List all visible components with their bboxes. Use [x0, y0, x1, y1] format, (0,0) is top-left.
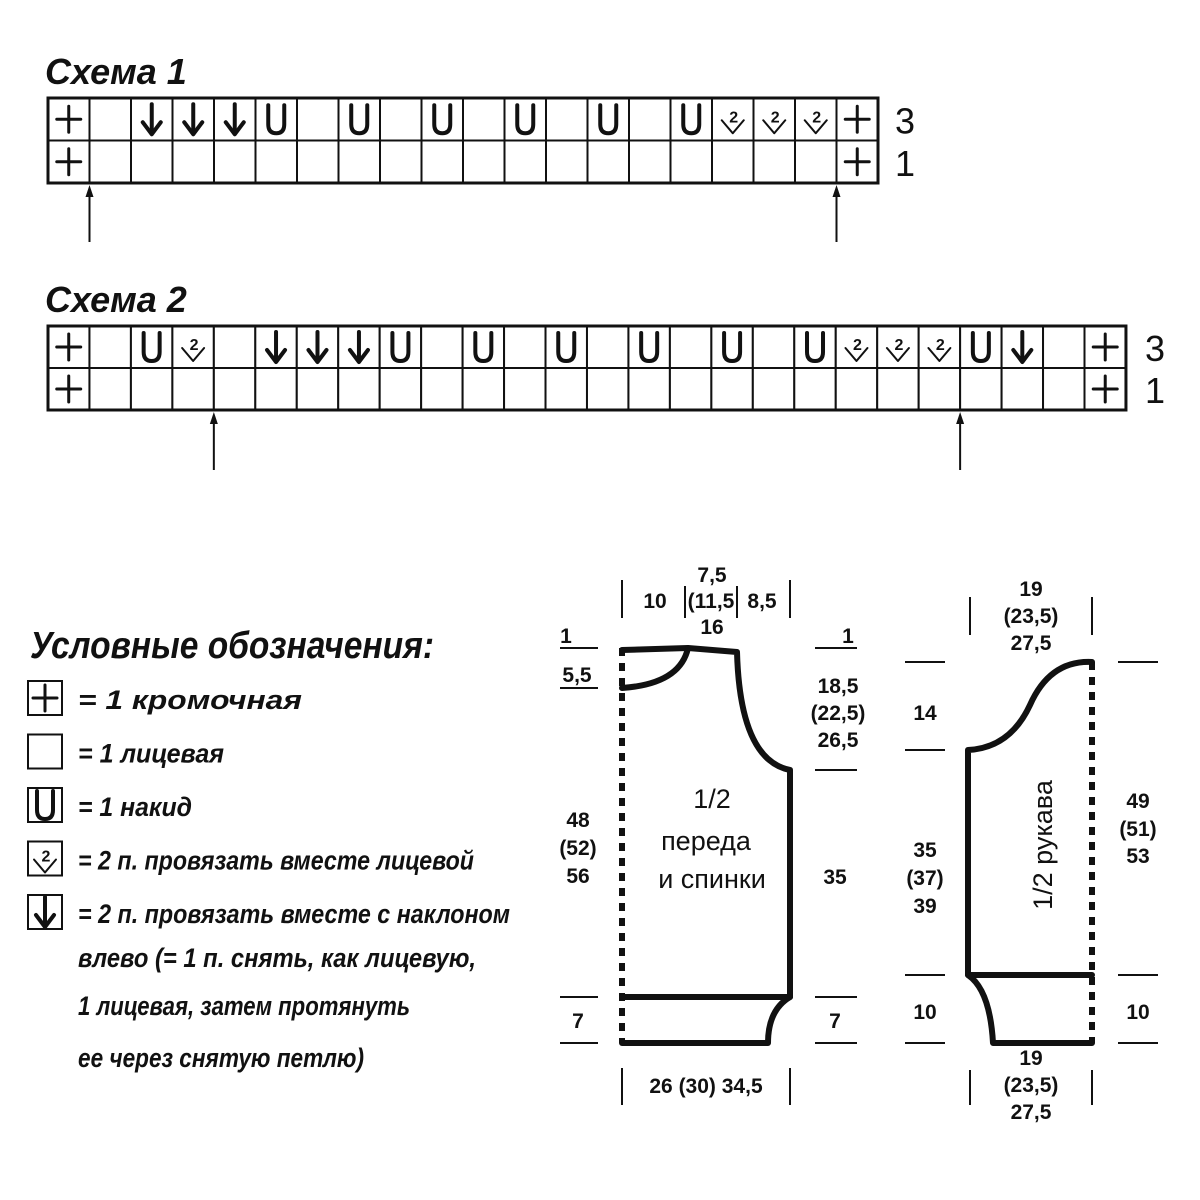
chart-cell — [712, 98, 754, 141]
chart-cell — [712, 141, 754, 184]
dim-right-rib: 7 — [829, 1010, 841, 1033]
legend-item-text: = 1 накид — [78, 792, 192, 822]
chart-cell — [173, 98, 215, 141]
sleeve-total-3: 53 — [1126, 845, 1150, 868]
chart-cell — [794, 326, 835, 368]
dim-shoulder-right: 8,5 — [747, 590, 777, 613]
chart-cell — [1043, 368, 1084, 410]
chart-cell — [338, 368, 379, 410]
sleeve-right-cuff: 10 — [1126, 1001, 1150, 1024]
chart-cell — [546, 368, 587, 410]
chart-cell — [753, 326, 794, 368]
dim-armhole-3: 26,5 — [817, 729, 859, 752]
dim-length-2: (52) — [559, 837, 597, 860]
chart-cell — [754, 98, 796, 141]
row-number: 3 — [1145, 328, 1166, 369]
chart-cell — [1002, 326, 1043, 368]
chart-cell — [919, 326, 960, 368]
chart-cell — [628, 326, 669, 368]
chart-cell — [670, 326, 711, 368]
dim-neck-2: (11,5 — [687, 590, 735, 613]
row-number: 3 — [895, 100, 916, 142]
sleeve-total-1: 49 — [1126, 790, 1150, 813]
dim-neck-3: 16 — [700, 616, 724, 639]
legend-item — [28, 681, 302, 715]
scheme-2-title: Схема 2 — [45, 279, 187, 320]
legend-item — [28, 842, 474, 876]
chart-cell — [588, 141, 630, 184]
dim-neck-depth: 5,5 — [562, 664, 592, 687]
legend-item — [28, 788, 192, 822]
sleeve-total-2: (51) — [1119, 818, 1157, 841]
dim-left-rib: 7 — [572, 1010, 584, 1033]
chart-cell — [380, 98, 422, 141]
chart-cell — [463, 98, 505, 141]
legend-title: Условные обозначения: — [30, 625, 434, 667]
chart-cell — [48, 326, 89, 368]
chart-cell — [214, 98, 256, 141]
chart-cell — [48, 98, 90, 141]
chart-cell — [256, 98, 298, 141]
chart-cell — [421, 368, 462, 410]
sleeve-top-3: 27,5 — [1010, 632, 1052, 655]
chart-cell — [89, 326, 130, 368]
chart-cell — [753, 368, 794, 410]
row-number: 1 — [895, 143, 916, 184]
chart-cell — [546, 326, 587, 368]
chart-cell — [255, 326, 296, 368]
chart-cell — [546, 141, 588, 184]
dim-length-1: 48 — [566, 809, 590, 832]
chart-cell — [172, 368, 213, 410]
sleeve-pattern-piece — [905, 578, 1158, 1124]
sleeve-length-2: (37) — [906, 867, 944, 890]
chart-cell — [214, 368, 255, 410]
chart-cell — [48, 141, 90, 184]
ssk-icon — [36, 897, 54, 927]
scheme-1-chart — [48, 98, 915, 242]
svg-text:2: 2 — [935, 337, 945, 354]
dim-shoulder-left: 10 — [643, 590, 667, 613]
chart-cell — [90, 141, 132, 184]
chart-cell — [671, 98, 713, 141]
chart-cell — [339, 98, 381, 141]
sleeve-bottom-2: (23,5) — [1003, 1074, 1059, 1097]
chart-cell — [1085, 368, 1126, 410]
chart-cell — [629, 141, 671, 184]
dim-side: 35 — [823, 866, 847, 889]
svg-text:2: 2 — [894, 337, 904, 354]
chart-cell — [960, 368, 1001, 410]
chart-cell — [297, 141, 339, 184]
legend-item-text: = 2 п. провязать вместе с наклоном — [78, 899, 511, 929]
chart-cell — [546, 98, 588, 141]
sleeve-length-1: 35 — [913, 839, 937, 862]
chart-cell — [711, 326, 752, 368]
chart-cell — [504, 368, 545, 410]
chart-cell — [90, 98, 132, 141]
legend-item — [28, 895, 510, 929]
chart-cell — [919, 368, 960, 410]
chart-cell — [837, 141, 879, 184]
dim-left-shoulder-drop: 1 — [560, 625, 572, 648]
body-pattern-piece — [559, 564, 865, 1105]
chart-cell — [297, 368, 338, 410]
chart-cell — [505, 98, 547, 141]
chart-cell — [836, 326, 877, 368]
dim-neck-1: 7,5 — [697, 564, 727, 587]
sleeve-bottom-1: 19 — [1019, 1047, 1043, 1070]
svg-text:2: 2 — [189, 337, 199, 354]
svg-text:2: 2 — [853, 337, 862, 354]
sleeve-cuff — [968, 975, 1092, 1043]
chart-cell — [421, 326, 462, 368]
body-label-1: 1/2 — [693, 784, 731, 814]
chart-cell — [131, 326, 172, 368]
row-number: 1 — [1145, 370, 1166, 411]
chart-cell — [794, 368, 835, 410]
chart-row-1 — [48, 141, 878, 184]
chart-cell — [837, 98, 879, 141]
chart-cell — [795, 141, 837, 184]
sleeve-length-3: 39 — [913, 895, 937, 918]
legend-continuation-3: ее через снятую петлю) — [78, 1043, 364, 1073]
chart-cell — [877, 368, 918, 410]
sleeve-top-2: (23,5) — [1003, 605, 1059, 628]
svg-text:2: 2 — [812, 109, 822, 127]
chart-cell — [836, 368, 877, 410]
svg-text:2: 2 — [770, 109, 780, 127]
legend-item-text: = 1 лицевая — [78, 738, 225, 769]
sleeve-bottom-3: 27,5 — [1010, 1101, 1052, 1124]
chart-cell — [754, 141, 796, 184]
chart-cell — [422, 98, 464, 141]
chart-cell — [1043, 326, 1084, 368]
chart-cell — [629, 98, 671, 141]
chart-cell — [214, 326, 255, 368]
k2tog-icon — [34, 849, 56, 873]
sleeve-left-cuff: 10 — [913, 1001, 937, 1024]
chart-cell — [587, 368, 628, 410]
repeat-arrow-icon — [86, 185, 94, 242]
legend-continuation-1: влево (= 1 п. снять, как лицевую, — [78, 943, 476, 973]
legend-item-text: = 1 кромочная — [78, 685, 303, 715]
body-rib-band — [622, 997, 790, 1043]
chart-cell — [588, 98, 630, 141]
chart-cell — [380, 368, 421, 410]
chart-cell — [214, 141, 256, 184]
chart-cell — [422, 141, 464, 184]
legend — [28, 625, 510, 1073]
chart-row-3 — [48, 98, 878, 141]
dim-length-3: 56 — [566, 865, 590, 888]
chart-row-3 — [48, 326, 1126, 368]
chart-cell — [380, 326, 421, 368]
dim-armhole-1: 18,5 — [817, 675, 859, 698]
chart-cell — [89, 368, 130, 410]
chart-cell — [256, 141, 298, 184]
svg-text:2: 2 — [729, 109, 739, 127]
chart-cell — [587, 326, 628, 368]
sleeve-label: 1/2 рукава — [1028, 780, 1058, 910]
chart-cell — [628, 368, 669, 410]
svg-text:2: 2 — [41, 848, 51, 866]
chart-cell — [463, 326, 504, 368]
legend-item-text: = 2 п. провязать вместе лицевой — [78, 845, 475, 876]
body-armhole-side — [688, 648, 790, 997]
sleeve-top-1: 19 — [1019, 578, 1043, 601]
body-label-2: переда — [661, 826, 751, 856]
chart-cell — [670, 368, 711, 410]
chart-cell — [671, 141, 713, 184]
chart-cell — [463, 368, 504, 410]
chart-cell — [173, 141, 215, 184]
chart-cell — [504, 326, 545, 368]
chart-cell — [1085, 326, 1126, 368]
chart-cell — [131, 368, 172, 410]
chart-cell — [131, 98, 173, 141]
chart-cell — [297, 326, 338, 368]
body-neckline — [622, 648, 688, 688]
scheme-1-title: Схема 1 — [45, 51, 187, 92]
chart-cell — [339, 141, 381, 184]
repeat-arrow-icon — [833, 185, 841, 242]
yarn-over-icon — [37, 791, 53, 819]
chart-cell — [255, 368, 296, 410]
chart-cell — [380, 141, 422, 184]
edge-stitch-icon — [33, 685, 57, 711]
chart-cell — [48, 368, 89, 410]
chart-cell — [795, 98, 837, 141]
chart-cell — [711, 368, 752, 410]
dim-body-width: 26 (30) 34,5 — [649, 1075, 763, 1098]
chart-cell — [172, 326, 213, 368]
dim-armhole-2: (22,5) — [810, 702, 866, 725]
chart-cell — [960, 326, 1001, 368]
chart-cell — [131, 141, 173, 184]
body-label-3: и спинки — [658, 864, 766, 894]
chart-cell — [877, 326, 918, 368]
chart-cell — [505, 141, 547, 184]
sleeve-cap-height: 14 — [913, 702, 937, 725]
legend-continuation-2: 1 лицевая, затем протянуть — [78, 991, 410, 1021]
legend-item — [28, 735, 224, 769]
dim-right-shoulder-drop: 1 — [842, 625, 854, 648]
scheme-2-chart — [48, 326, 1165, 470]
repeat-arrow-icon — [210, 412, 218, 470]
chart-cell — [463, 141, 505, 184]
chart-row-1 — [48, 368, 1126, 410]
chart-cell — [297, 98, 339, 141]
chart-cell — [338, 326, 379, 368]
repeat-arrow-icon — [956, 412, 964, 470]
chart-cell — [1002, 368, 1043, 410]
